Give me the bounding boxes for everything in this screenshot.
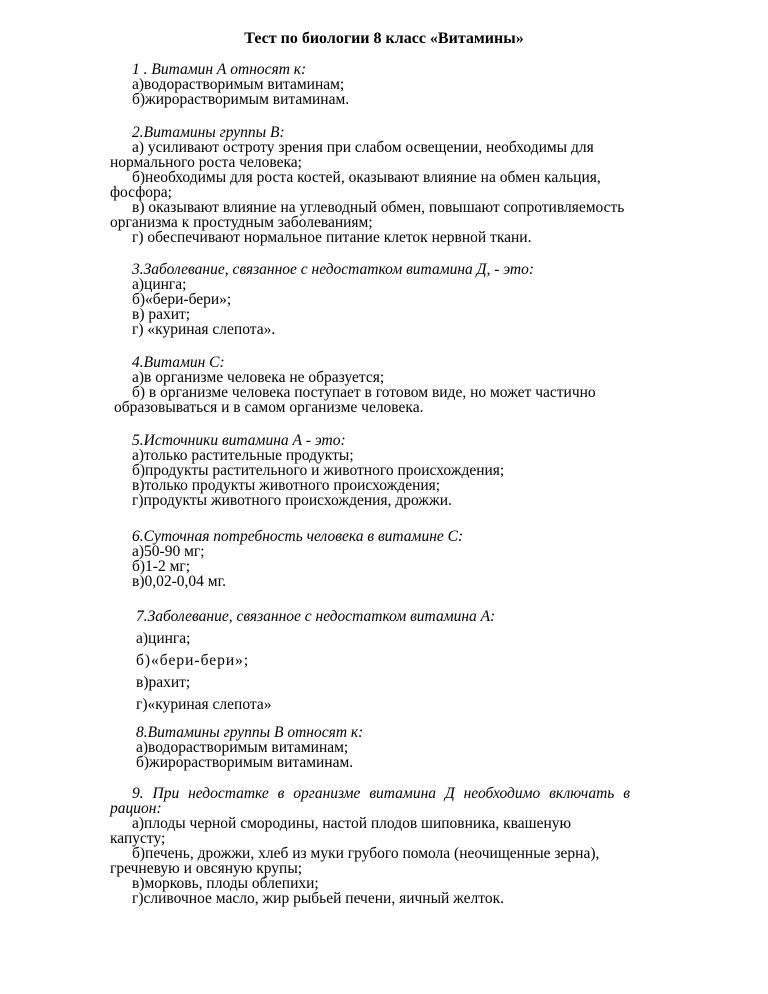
answer-option: а)только растительные продукты;: [132, 447, 354, 464]
answer-option: в)рахит;: [136, 674, 191, 691]
answer-option: а)водорастворимым витаминам;: [136, 739, 349, 756]
answer-option: б)жирорастворимым витаминам.: [132, 91, 350, 108]
answer-option: а)плоды черной смородины, настой плодов шиповника, квашеную: [132, 815, 572, 832]
answer-option: г) обеспечивают нормальное питание клеток нервной ткани.: [132, 229, 532, 246]
question-text: 8.Витамины группы В относят к:: [136, 724, 364, 741]
question-text: 1 . Витамин А относят к:: [132, 61, 307, 78]
answer-option-continuation: гречневую и овсяную крупы;: [110, 860, 303, 877]
answer-option: а) усиливают остроту зрения при слабом освещении, необходимы для: [132, 139, 594, 156]
question-text: 9. При недостатке в организме витамина Д необходимо включать в: [132, 785, 630, 802]
answer-option: б)печень, дрожжи, хлеб из муки грубого помола (неочищенные зерна),: [132, 845, 600, 862]
question-text-continuation: рацион:: [110, 800, 162, 817]
question-text: 3.Заболевание, связанное с недостатком витамина Д, - это:: [132, 261, 535, 278]
answer-option: в) оказывают влияние на углеводный обмен, повышают сопротивляемость: [132, 199, 625, 216]
question-text: 2.Витамины группы В:: [132, 124, 285, 141]
question-text: 4.Витамин С:: [132, 354, 225, 371]
answer-option: б)1-2 мг;: [132, 558, 191, 575]
answer-option: б) в организме человека поступает в готовом виде, но может частично: [132, 384, 596, 401]
answer-option: г)сливочное масло, жир рыбьей печени, яичный желток.: [132, 890, 505, 907]
answer-option-continuation: фосфора;: [110, 184, 172, 201]
question-6: [110, 529, 710, 589]
question-9: [110, 786, 710, 906]
answer-option: в)морковь, плоды облепихи;: [132, 875, 319, 892]
question-4: [110, 355, 710, 415]
answer-option: б)«бери-бери»;: [132, 291, 232, 308]
answer-option: в)только продукты животного происхождения;: [132, 477, 441, 494]
answer-option: г)«куриная слепота»: [136, 696, 272, 713]
answer-option-continuation: образовываться и в самом организме человека.: [114, 399, 424, 416]
answer-option: г) «куриная слепота».: [132, 321, 276, 338]
answer-option: в) рахит;: [132, 306, 191, 323]
answer-option: б)«бери-бери»;: [136, 652, 250, 669]
answer-option-continuation: нормального роста человека;: [110, 154, 302, 171]
question-3: [110, 262, 710, 337]
answer-option: б)жирорастворимым витаминам.: [136, 754, 354, 771]
answer-option: в)0,02-0,04 мг.: [132, 573, 227, 590]
answer-option: а)50-90 мг;: [132, 543, 205, 560]
question-text: 6.Суточная потребность человека в витамине С:: [132, 528, 464, 545]
question-text: 5.Источники витамина А - это:: [132, 432, 346, 449]
answer-option: а)цинга;: [136, 630, 191, 647]
answer-option-continuation: организма к простудным заболеваниям;: [110, 214, 373, 231]
answer-option: г)продукты животного происхождения, дрожжи.: [132, 492, 452, 509]
answer-option-continuation: капусту;: [110, 830, 166, 847]
answer-option: б)необходимы для роста костей, оказывают влияние на обмен кальция,: [132, 169, 601, 186]
answer-option: а)водорастворимым витаминам;: [132, 76, 345, 93]
page-title: Тест по биологии 8 класс «Витамины»: [244, 30, 524, 47]
question-5: [110, 433, 710, 508]
question-7: [110, 606, 710, 716]
question-2: [110, 125, 710, 245]
question-1: [110, 62, 710, 107]
answer-option: б)продукты растительного и животного происхождения;: [132, 462, 505, 479]
question-text: 7.Заболевание, связанное с недостатком витамина А:: [136, 608, 496, 625]
answer-option: а)в организме человека не образуется;: [132, 369, 385, 386]
answer-option: а)цинга;: [132, 276, 187, 293]
question-8: [110, 725, 710, 770]
